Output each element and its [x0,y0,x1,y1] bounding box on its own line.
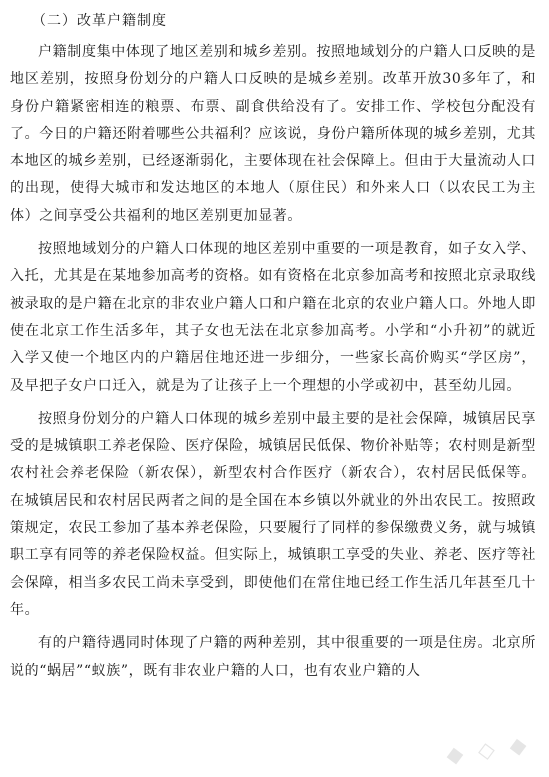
paragraph: 有的户籍待遇同时体现了户籍的两种差别，其中很重要的一项是住房。北京所说的“蜗居”“蚁族”，既有非农业户籍的人口，也有农业户籍的人 [10,635,536,679]
section-heading: （二）改革户籍制度 [32,13,167,29]
watermark-logo: ◆ ◇ ◆ [444,732,533,769]
paragraph: 按照地域划分的户籍人口体现的地区差别中重要的一项是教育，如子女入学、入托，尤其是在某地参加高考的资格。如有资格在北京参加高考和按照北京录取线被录取的是户籍在北京的非农业户籍人口和户籍在北京的农业户籍人口。外地人即使在北京工作生活多年，其子女也无法在北京参加高考。小学和“小升初”的就近入学又使一个地区内的户籍居住地还进一步细分，一些家长高价购买“学区房”，及早把子女户口迁入，就是为了让孩子上一个理想的小学或初中，甚至幼儿园。 [10,241,536,394]
paragraph: 按照身份划分的户籍人口体现的城乡差别中最主要的是社会保障，城镇居民享受的是城镇职工养老保险、医疗保险，城镇居民低保、物价补贴等；农村则是新型农村社会养老保险（新农保），新型农村合作医疗（新农合），农村居民低保等。在城镇居民和农村居民两者之间的是全国在本乡镇以外就业的外出农民工。按照政策规定，农民工参加了基本养老保险，只要履行了同样的参保缴费义务，就与城镇职工享有同等的养老保险权益。但实际上，城镇职工享受的失业、养老、医疗等社会保障，相当多农民工尚未享受到，即使他们在常住地已经工作生活几年甚至几十年。 [10,410,536,618]
paragraph: 户籍制度集中体现了地区差别和城乡差别。按照地域划分的户籍人口反映的是地区差别，按照身份划分的户籍人口反映的是城乡差别。改革开放30多年了，和身份户籍紧密相连的粮票、布票、副食供给没有了。安排工作、学校包分配没有了。今日的户籍还附着哪些公共福利？应该说，身份户籍所体现的城乡差别，尤其本地区的城乡差别，已经逐渐弱化，主要体现在社会保障上。但由于大量流动人口的出现，使得大城市和发达地区的本地人（原住民）和外来人口（以农民工为主体）之间享受公共福利的地区差别更加显著。 [10,44,536,224]
